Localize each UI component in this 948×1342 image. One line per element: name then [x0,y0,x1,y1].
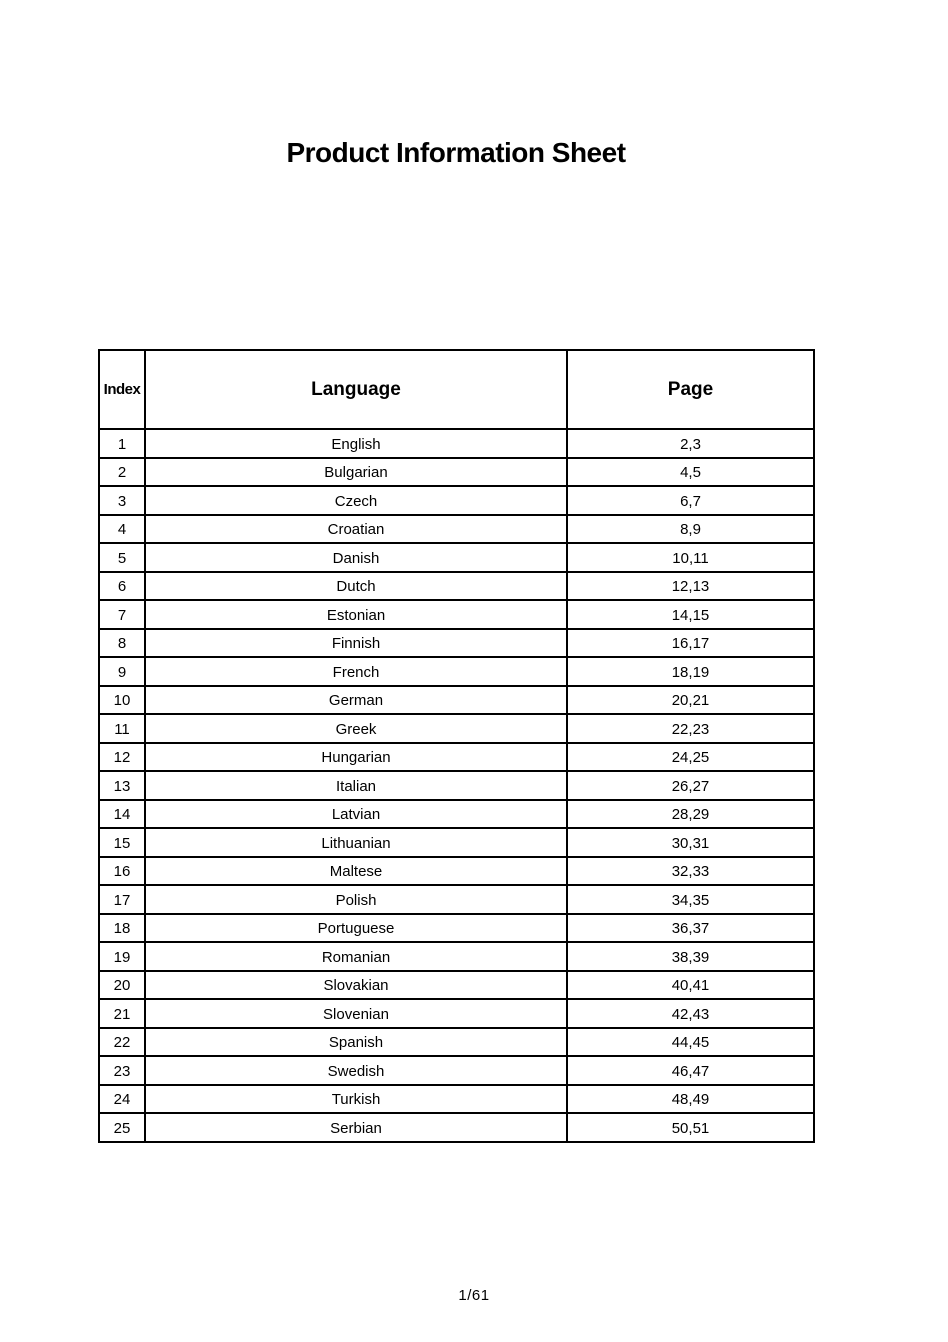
page-cell: 36,37 [567,914,814,943]
index-cell: 21 [99,999,145,1028]
table-row [99,828,814,857]
page-cell: 14,15 [567,600,814,629]
table-row [99,1113,814,1142]
page-cell: 44,45 [567,1028,814,1057]
table-row [99,914,814,943]
page-cell: 16,17 [567,629,814,658]
page-cell: 20,21 [567,686,814,715]
table-row [99,714,814,743]
index-cell: 19 [99,942,145,971]
table-row [99,743,814,772]
table-row [99,857,814,886]
page-title: Product Information Sheet [286,137,626,168]
table-row [99,1056,814,1085]
index-cell: 18 [99,914,145,943]
page-cell: 30,31 [567,828,814,857]
index-cell: 10 [99,686,145,715]
index-cell: 22 [99,1028,145,1057]
language-cell: Croatian [145,515,567,544]
language-cell: Danish [145,543,567,572]
language-column-header: Language [145,350,567,429]
table-row [99,771,814,800]
index-cell: 3 [99,486,145,515]
index-cell: 11 [99,714,145,743]
page-cell: 32,33 [567,857,814,886]
index-cell: 9 [99,657,145,686]
table-row [99,600,814,629]
index-cell: 24 [99,1085,145,1114]
table-row [99,1085,814,1114]
page-cell: 40,41 [567,971,814,1000]
language-cell: Spanish [145,1028,567,1057]
table-row [99,629,814,658]
page-cell: 4,5 [567,458,814,487]
page-column-header: Page [567,350,814,429]
index-cell: 14 [99,800,145,829]
language-cell: Latvian [145,800,567,829]
index-cell: 4 [99,515,145,544]
page-cell: 10,11 [567,543,814,572]
language-cell: Greek [145,714,567,743]
language-index-table [98,349,815,1143]
table-header [99,350,814,429]
page-cell: 26,27 [567,771,814,800]
language-cell: Turkish [145,1085,567,1114]
index-cell: 2 [99,458,145,487]
language-cell: French [145,657,567,686]
language-cell: English [145,429,567,458]
language-cell: Italian [145,771,567,800]
language-cell: Maltese [145,857,567,886]
table-header-row [99,350,814,429]
index-column-header: Index [99,350,145,429]
table-row [99,657,814,686]
page-cell: 22,23 [567,714,814,743]
page-cell: 34,35 [567,885,814,914]
index-cell: 25 [99,1113,145,1142]
index-cell: 15 [99,828,145,857]
language-cell: Slovenian [145,999,567,1028]
page-cell: 8,9 [567,515,814,544]
language-cell: Serbian [145,1113,567,1142]
index-cell: 6 [99,572,145,601]
index-cell: 20 [99,971,145,1000]
table-row [99,515,814,544]
language-cell: Slovakian [145,971,567,1000]
index-cell: 23 [99,1056,145,1085]
index-cell: 13 [99,771,145,800]
index-cell: 1 [99,429,145,458]
page-cell: 2,3 [567,429,814,458]
table-row [99,572,814,601]
page-cell: 18,19 [567,657,814,686]
table-row [99,543,814,572]
index-cell: 12 [99,743,145,772]
page-cell: 46,47 [567,1056,814,1085]
index-cell: 5 [99,543,145,572]
page-cell: 38,39 [567,942,814,971]
index-cell: 7 [99,600,145,629]
table-row [99,999,814,1028]
page-cell: 48,49 [567,1085,814,1114]
page-cell: 24,25 [567,743,814,772]
table-row [99,686,814,715]
language-cell: Czech [145,486,567,515]
page-cell: 42,43 [567,999,814,1028]
table-body [99,429,814,1142]
language-cell: German [145,686,567,715]
page-cell: 12,13 [567,572,814,601]
page-cell: 6,7 [567,486,814,515]
table-row [99,429,814,458]
language-cell: Bulgarian [145,458,567,487]
table-row [99,458,814,487]
page-cell: 50,51 [567,1113,814,1142]
table-row [99,971,814,1000]
language-cell: Finnish [145,629,567,658]
index-cell: 8 [99,629,145,658]
language-cell: Lithuanian [145,828,567,857]
page-cell: 28,29 [567,800,814,829]
table-row [99,885,814,914]
language-cell: Swedish [145,1056,567,1085]
index-cell: 17 [99,885,145,914]
index-cell: 16 [99,857,145,886]
language-cell: Polish [145,885,567,914]
page-number-indicator: 1/61 [458,1287,490,1304]
table-row [99,800,814,829]
language-cell: Estonian [145,600,567,629]
language-cell: Dutch [145,572,567,601]
language-cell: Hungarian [145,743,567,772]
table-row [99,486,814,515]
language-cell: Portuguese [145,914,567,943]
table-row [99,1028,814,1057]
table-row [99,942,814,971]
language-cell: Romanian [145,942,567,971]
